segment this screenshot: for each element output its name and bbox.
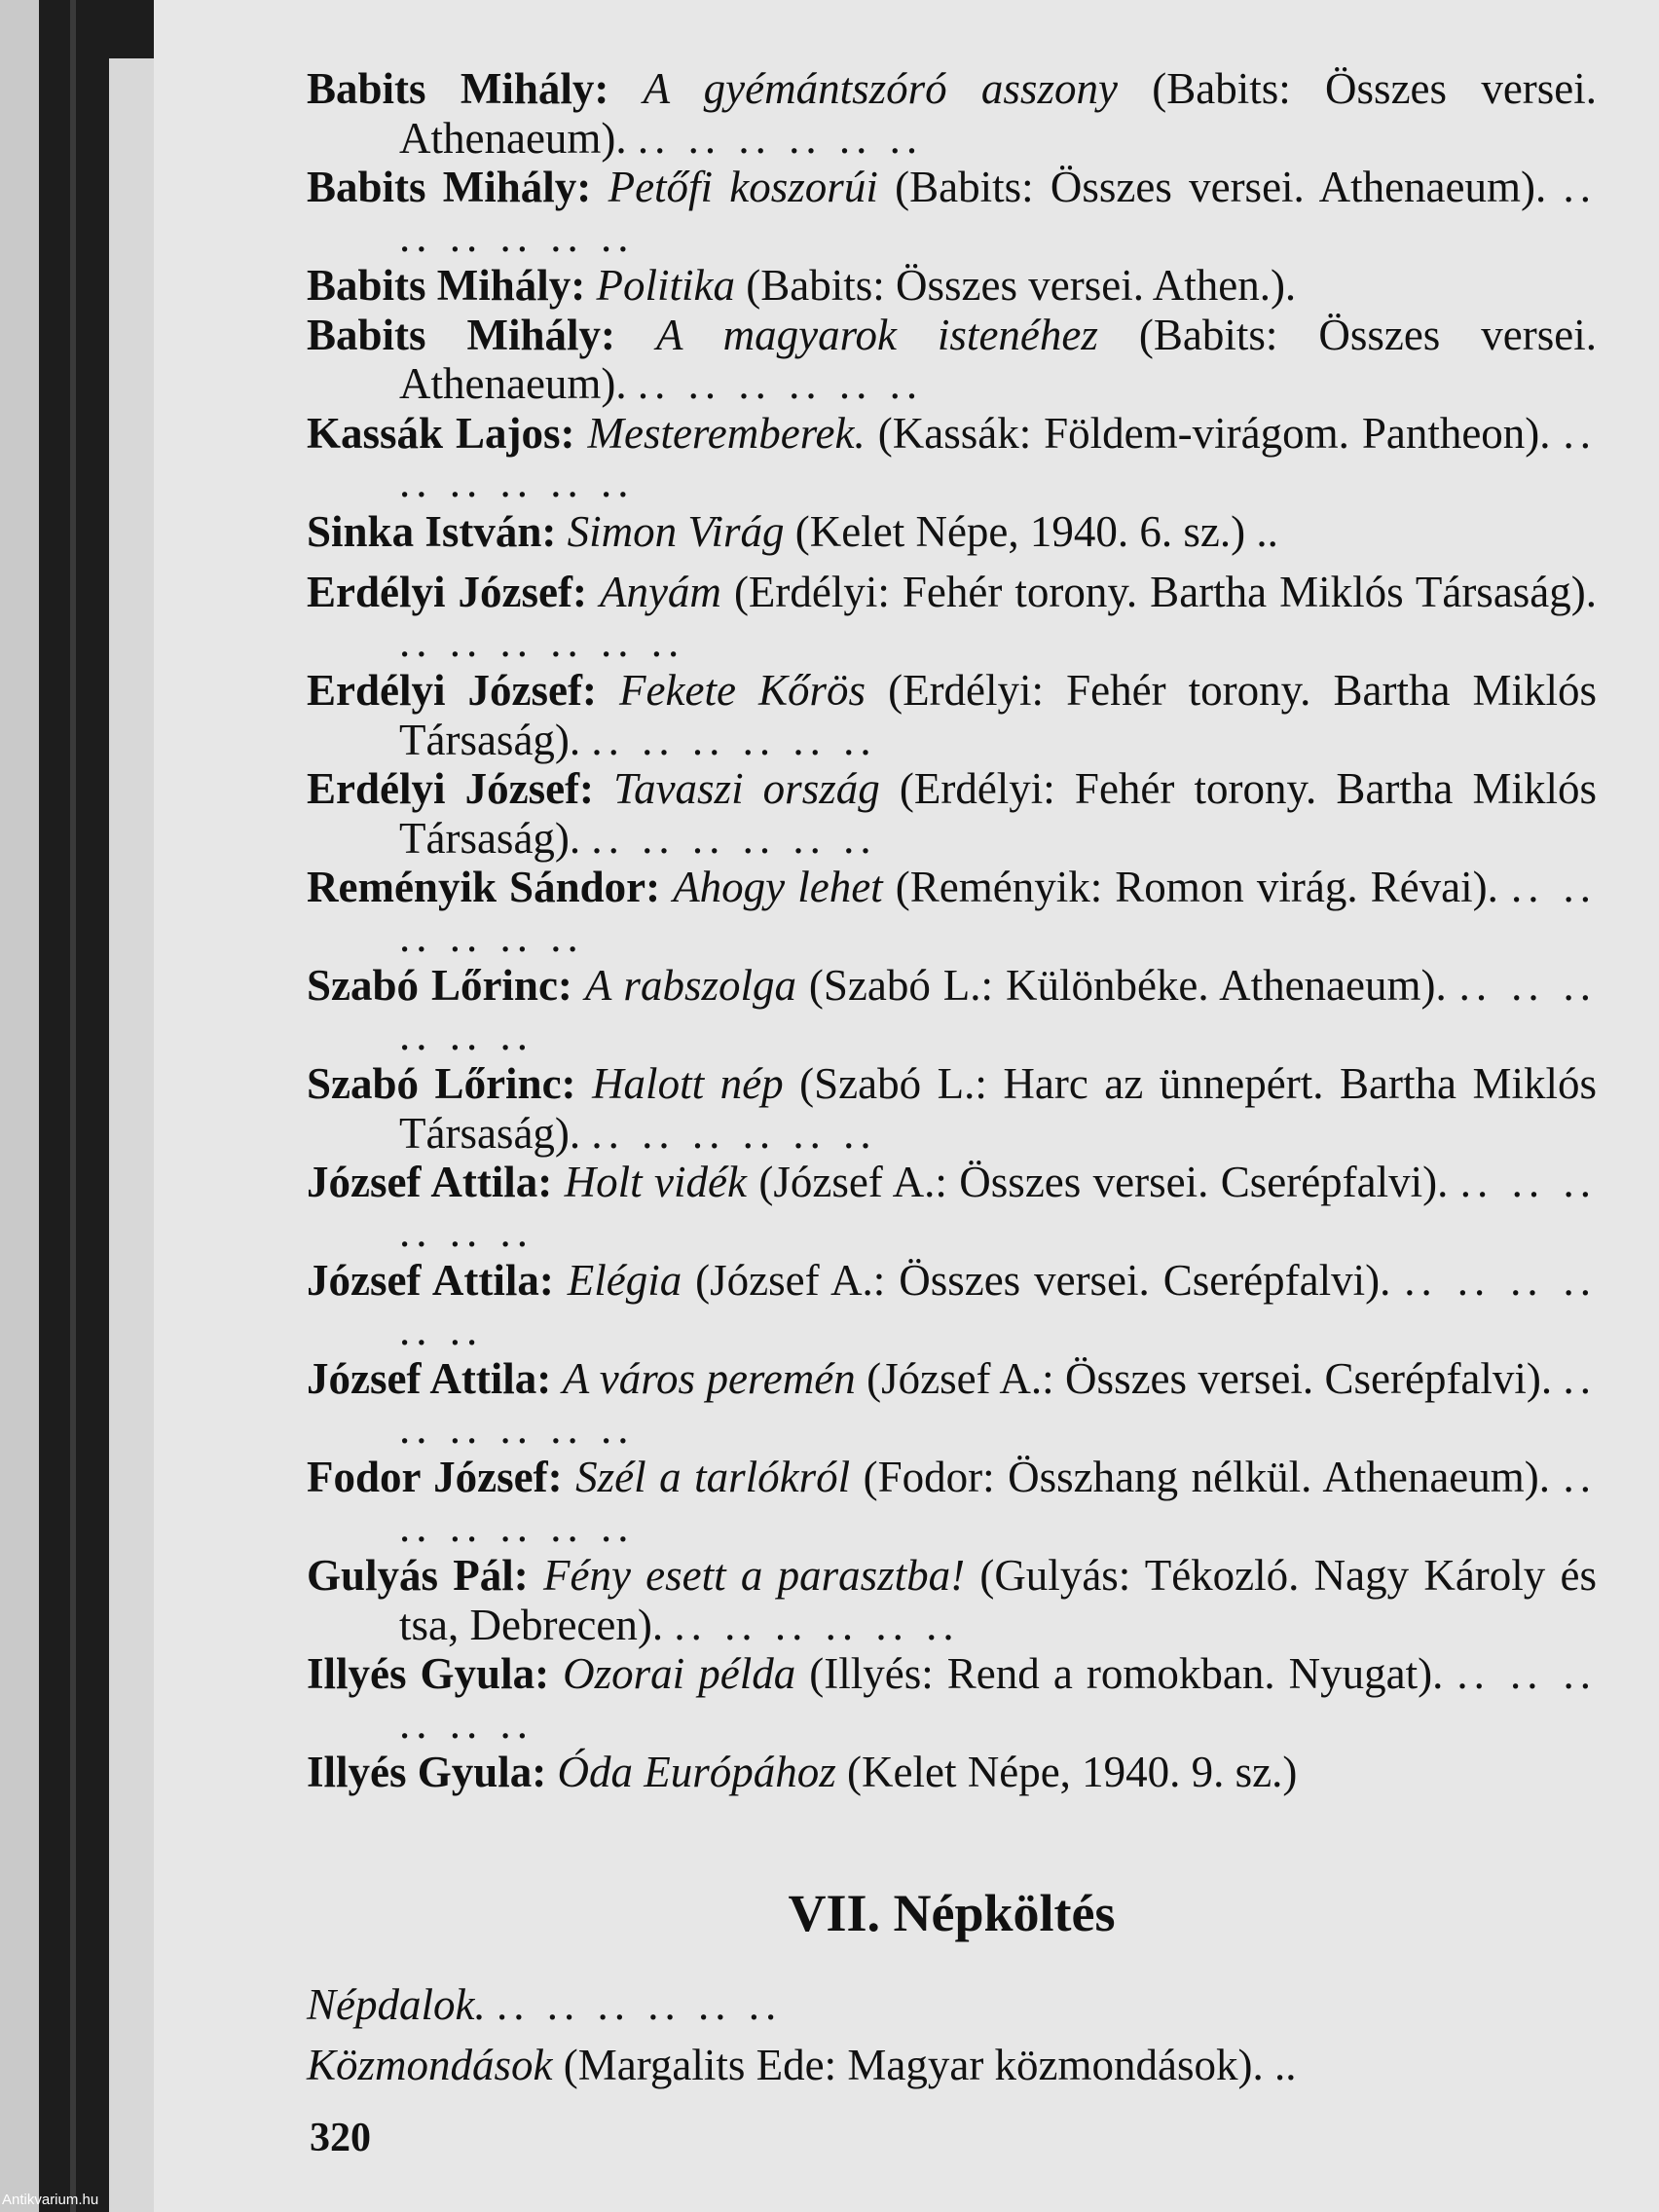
entry-title: Holt vidék: [564, 1158, 747, 1206]
leader-dots: .. .. .. .. .. ..: [399, 408, 1598, 506]
entry-source: (Reményik: Romon virág. Révai).: [895, 863, 1498, 911]
entry-title: A rabszolga: [584, 961, 796, 1010]
entry-title: Petőfi koszorúi: [608, 163, 878, 211]
entry-source: (Erdélyi: Fehér torony. Bartha Miklós Társaság).: [399, 764, 1598, 863]
list-item: [307, 1453, 1597, 1551]
list-item: [307, 409, 1597, 507]
list-item: [307, 64, 1597, 163]
list-item: [307, 568, 1597, 666]
entry-author: Illyés Gyula:: [307, 1649, 550, 1698]
leader-dots: .. .. .. .. .. ..: [399, 1256, 1598, 1354]
entry-title: Anyám: [599, 568, 721, 616]
entry-title: Ahogy lehet: [673, 863, 883, 911]
entry-source: (Gulyás: Tékozló. Nagy Károly és tsa, Debrecen).: [399, 1551, 1598, 1649]
leader-dots: .. .. .. .. .. ..: [674, 1600, 960, 1649]
entry-author: Reményik Sándor:: [307, 863, 661, 911]
entry-author: Szabó Lőrinc:: [307, 1059, 576, 1108]
entry-title: Tavaszi ország: [613, 764, 880, 813]
entry-author: Erdélyi József:: [307, 666, 597, 715]
leader-dots: .. .. .. .. .. ..: [591, 1108, 877, 1158]
entry-author: Erdélyi József:: [307, 764, 595, 813]
entry-author: Sinka István:: [307, 506, 557, 556]
list-item: [307, 311, 1597, 409]
leader-dots: .. .. .. .. .. ..: [399, 1354, 1598, 1453]
entry-title: Óda Európához: [557, 1748, 836, 1796]
entry-source: (Babits: Összes versei. Athen.).: [746, 261, 1297, 310]
list-item: [307, 1649, 1597, 1748]
bibliography-list: [307, 64, 1597, 1797]
list-item: [307, 961, 1597, 1059]
entry-title: Közmondások: [307, 2041, 553, 2089]
leader-dots: .. .. .. .. .. ..: [399, 1649, 1598, 1748]
entry-source: (Kelet Népe, 1940. 9. sz.): [847, 1748, 1298, 1796]
entry-title: Fény esett a parasztba!: [542, 1551, 966, 1600]
entry-source: (Szabó L.: Különbéke. Athenaeum).: [808, 961, 1447, 1010]
entry-title: Szél a tarlókról: [575, 1453, 851, 1501]
list-item: [307, 1974, 1597, 2035]
entry-source: (Erdélyi: Fehér torony. Bartha Miklós Társaság).: [733, 568, 1598, 616]
leader-dots: .. .. .. .. .. ..: [399, 863, 1598, 961]
watermark: Antikvarium.hu: [2, 2192, 99, 2208]
leader-dots: .. .. .. .. .. ..: [496, 1980, 783, 2029]
entry-author: Kassák Lajos:: [307, 408, 575, 458]
list-item: [307, 863, 1597, 961]
list-item: [307, 1354, 1597, 1453]
entry-source: (Illyés: Rend a romokban. Nyugat).: [809, 1649, 1444, 1698]
entry-author: Fodor József:: [307, 1453, 563, 1501]
leader-dots: .. .. .. .. .. ..: [637, 359, 924, 408]
leader-dots: .. .. .. .. .. ..: [399, 961, 1597, 1059]
entry-source: (Kassák: Földem-virágom. Pantheon).: [877, 408, 1551, 458]
entry-title: Halott nép: [592, 1059, 784, 1108]
list-item: [307, 1059, 1597, 1158]
leader-dots: .. .. .. .. .. ..: [591, 813, 877, 863]
entry-title: Fekete Kőrös: [619, 666, 866, 715]
entry-title: Ozorai példa: [563, 1649, 796, 1698]
entry-title: Politika: [596, 261, 736, 310]
list-item: Közmondások (Margalits Ede: Magyar közmondások). ..: [307, 2041, 1297, 2089]
leader-dots: .. .. .. .. .. ..: [399, 616, 685, 666]
entry-source: (József A.: Összes versei. Cserépfalvi).: [695, 1256, 1391, 1305]
entry-source: (Szabó L.: Harc az ünnepért. Bartha Miklós Társaság).: [399, 1059, 1597, 1158]
entry-author: Babits Mihály:: [307, 64, 609, 113]
list-item: [307, 764, 1597, 863]
leader-dots: .. .. .. .. .. ..: [591, 715, 877, 764]
list-item: Sinka István: Simon Virág (Kelet Népe, 1940. 6. sz.) ..: [307, 506, 1278, 556]
entry-author: Babits Mihály:: [307, 261, 586, 310]
folk-list: [307, 1974, 1597, 2095]
entry-title: A gyémántszóró asszony: [643, 64, 1118, 113]
page-number: 320: [310, 2116, 371, 2160]
entry-title: Népdalok.: [307, 1980, 486, 2029]
list-item: [307, 163, 1597, 261]
entry-author: Babits Mihály:: [307, 163, 592, 211]
entry-author: József Attila:: [307, 1256, 554, 1305]
entry-source: (József A.: Összes versei. Cserépfalvi).: [758, 1158, 1449, 1206]
list-item: [307, 1551, 1597, 1649]
list-item: [307, 261, 1597, 311]
entry-title: A város peremén: [562, 1354, 856, 1403]
entry-source: (Babits: Összes versei. Athenaeum).: [895, 163, 1547, 211]
entry-author: József Attila:: [307, 1354, 552, 1403]
entry-source: (Margalits Ede: Magyar közmondások).: [563, 2041, 1264, 2089]
entry-author: Gulyás Pál:: [307, 1551, 529, 1600]
section-heading: VII. Népköltés: [788, 1884, 1116, 1942]
entry-source: (Babits: Összes versei. Athenaeum).: [399, 64, 1598, 163]
entry-author: Szabó Lőrinc:: [307, 961, 572, 1010]
entry-title: Elégia: [567, 1256, 682, 1305]
entry-title: Simon Virág: [567, 506, 785, 556]
leader-dots: .. .. .. .. .. ..: [399, 1158, 1597, 1256]
entry-source: (József A.: Összes versei. Cserépfalvi).: [866, 1354, 1553, 1403]
leader-dots: .. .. .. .. .. ..: [399, 163, 1597, 261]
list-item: [307, 1158, 1597, 1256]
leader-dots: .. .. .. .. .. ..: [399, 1453, 1598, 1551]
entry-source: (Erdélyi: Fehér torony. Bartha Miklós Társaság).: [399, 666, 1598, 764]
entry-author: József Attila:: [307, 1158, 553, 1206]
entry-author: Erdélyi József:: [307, 568, 587, 616]
entry-source: (Kelet Népe, 1940. 6. sz.): [794, 506, 1246, 556]
list-item: [307, 1256, 1597, 1354]
entry-source: (Babits: Összes versei. Athenaeum).: [399, 310, 1597, 408]
page-edge: [109, 58, 156, 2212]
entry-title: A magyarok istenéhez: [656, 310, 1098, 359]
entry-source: (Fodor: Összhang nélkül. Athenaeum).: [863, 1453, 1551, 1501]
entry-author: Babits Mihály:: [307, 310, 616, 359]
entry-title: Mesteremberek.: [587, 408, 866, 458]
binding-gap: [70, 0, 76, 2212]
leader-dots: .. .. .. .. .. ..: [637, 113, 924, 163]
list-item: [307, 1748, 1597, 1797]
list-item: [307, 666, 1597, 764]
entry-author: Illyés Gyula:: [307, 1748, 547, 1796]
